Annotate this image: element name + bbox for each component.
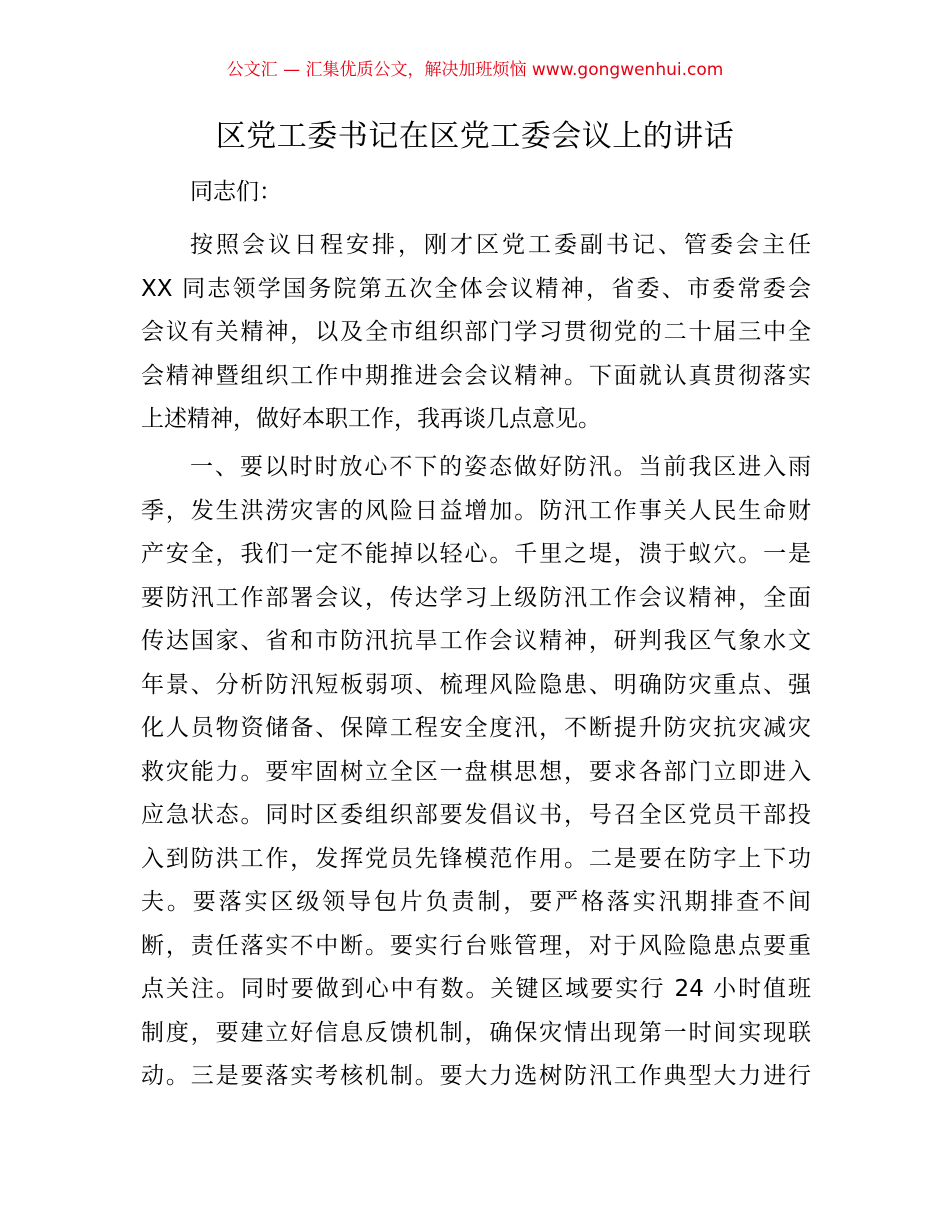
- paragraph-line: 要防汛工作部署会议，传达学习上级防汛工作会议精神，全面: [141, 584, 811, 611]
- salutation: 同志们：: [190, 179, 282, 205]
- paragraph-2: [141, 446, 811, 1099]
- paragraph-line: 制度，要建立好信息反馈机制，确保灾情出现第一时间实现联: [141, 1019, 811, 1046]
- paragraph-line: 化人员物资储备、保障工程安全度汛，不断提升防灾抗灾减灾: [141, 715, 811, 741]
- paragraph-line: 产安全，我们一定不能掉以轻心。千里之堤，溃于蚁穴。一是: [141, 541, 811, 567]
- paragraph-line: 应急状态。同时区委组织部要发倡议书，号召全区党员干部投: [141, 802, 811, 828]
- paragraph-line: 救灾能力。要牢固树立全区一盘棋思想，要求各部门立即进入: [141, 758, 811, 785]
- document-title: 区党工委书记在区党工委会议上的讲话: [215, 119, 735, 154]
- paragraph-line: 会议有关精神，以及全市组织部门学习贯彻党的二十届三中全: [141, 319, 811, 345]
- paragraph-line: 传达国家、省和市防汛抗旱工作会议精神，研判我区气象水文: [141, 628, 811, 654]
- paragraph-line: 上述精神，做好本职工作，我再谈几点意见。: [141, 406, 601, 432]
- paragraph-line: 按照会议日程安排，刚才区党工委副书记、管委会主任: [190, 232, 811, 258]
- paragraph-line: 断，责任落实不中断。要实行台账管理，对于风险隐患点要重: [141, 932, 811, 959]
- paragraph-line: 季，发生洪涝灾害的风险日益增加。防汛工作事关人民生命财: [141, 497, 811, 524]
- paragraph-line: 入到防洪工作，发挥党员先锋模范作用。二是要在防字上下功: [141, 845, 811, 872]
- paragraph-line: 动。三是要落实考核机制。要大力选树防汛工作典型大力进行: [141, 1063, 811, 1089]
- paragraph-line: 夫。要落实区级领导包片负责制，要严格落实汛期排查不间: [141, 889, 811, 915]
- paragraph-line: 年景、分析防汛短板弱项、梳理风险隐患、明确防灾重点、强: [141, 671, 811, 698]
- paragraph-line: XX 同志领学国务院第五次全体会议精神，省委、市委常委会: [141, 275, 811, 302]
- paragraph-line: 会精神暨组织工作中期推进会会议精神。下面就认真贯彻落实: [141, 362, 811, 389]
- paragraph-line: 点关注。同时要做到心中有数。关键区域要实行 24 小时值班: [141, 976, 811, 1002]
- paragraph-1: [141, 224, 811, 442]
- paragraph-line: 一、要以时时放心不下的姿态做好防汛。当前我区进入雨: [190, 454, 811, 480]
- site-banner[interactable]: 公文汇 — 汇集优质公文，解决加班烦恼 www.gongwenhui.com: [226, 60, 724, 80]
